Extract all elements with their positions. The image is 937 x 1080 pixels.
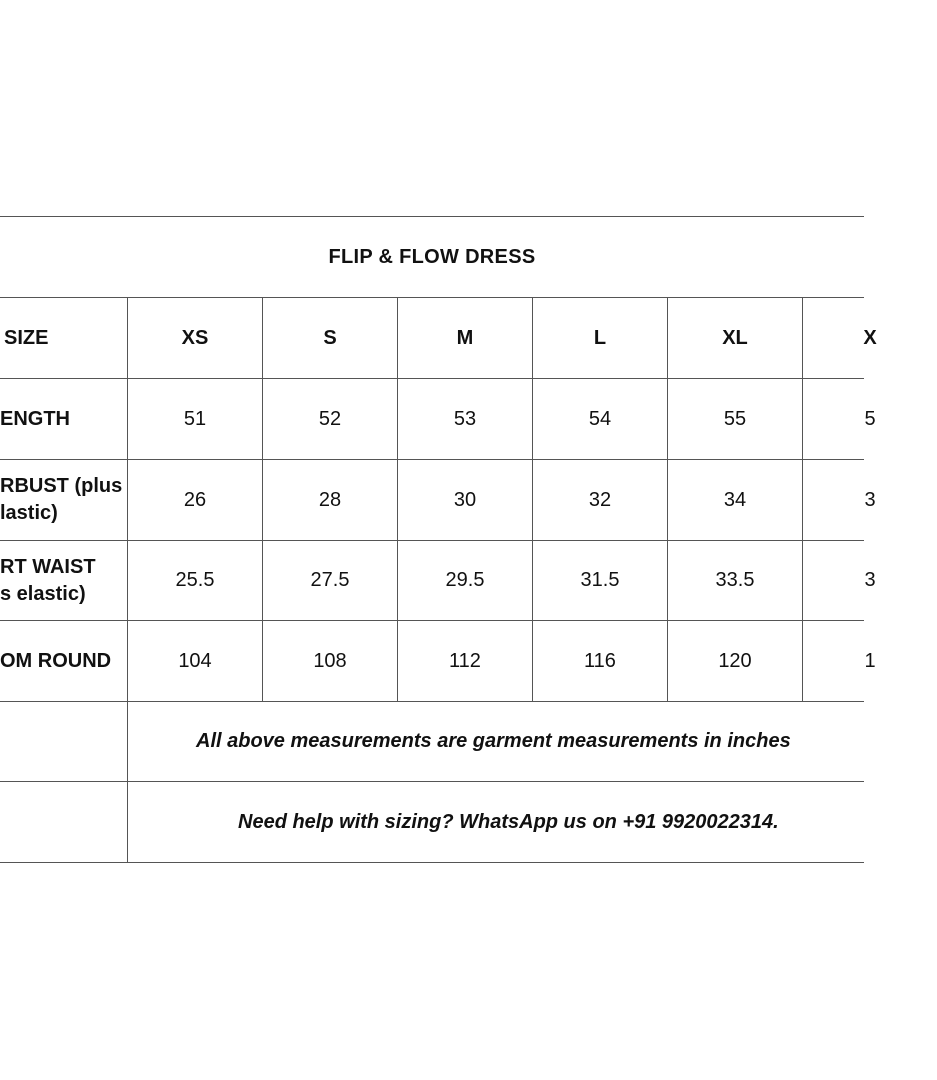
table-cell: 31.5 — [580, 569, 620, 591]
table-cell: 55 — [723, 407, 747, 430]
size-header-m: M — [456, 326, 474, 349]
table-cell: 30 — [453, 488, 477, 511]
table-cell: 26 — [183, 488, 207, 511]
table-cell: 108 — [313, 649, 347, 672]
table-bottom-border — [0, 862, 864, 863]
table-cell: 116 — [584, 649, 616, 672]
size-header-xl: XL — [722, 326, 748, 349]
table-cell: 51 — [183, 407, 207, 430]
table-cell: 5 — [864, 407, 876, 430]
table-cell: 53 — [453, 407, 477, 430]
table-cell: 27.5 — [310, 569, 350, 591]
table-cell: 1 — [864, 649, 876, 672]
table-cell: 28 — [318, 488, 342, 511]
table-cell: 3 — [864, 488, 876, 511]
row-label-skirt-waist — [0, 541, 121, 620]
row-label-underbust — [0, 460, 121, 540]
size-header-xxl: X — [863, 326, 877, 349]
size-header-l: L — [593, 326, 607, 349]
table-cell: 32 — [588, 488, 612, 511]
table-cell: 34 — [723, 488, 747, 511]
size-header-s: S — [323, 326, 337, 349]
row-label-line: lastic) — [0, 502, 58, 524]
table-title: FLIP & FLOW DRESS — [328, 245, 536, 268]
table-cell: 33.5 — [715, 569, 755, 591]
table-cell: 3 — [864, 569, 876, 591]
row-label-bottom-round: OM ROUND — [0, 649, 112, 672]
table-cell: 112 — [449, 649, 481, 672]
row-label-line: RT WAIST — [0, 555, 96, 578]
size-header-xs: XS — [181, 326, 209, 349]
table-cell: 25.5 — [175, 569, 215, 591]
measurement-note: All above measurements are garment measurements in inches — [196, 730, 791, 752]
row-label-length: ENGTH — [0, 407, 70, 430]
table-cell: 29.5 — [445, 569, 485, 591]
table-cell: 120 — [718, 649, 752, 672]
table-cell: 52 — [318, 407, 342, 430]
row-label-line: s elastic) — [0, 582, 86, 605]
sizing-help-note: Need help with sizing? WhatsApp us on +91 9920022314. — [238, 810, 779, 833]
row-label-line: RBUST (plus — [0, 475, 123, 497]
table-cell: 54 — [588, 407, 612, 430]
table-cell: 104 — [178, 649, 212, 672]
size-header-label: SIZE — [4, 326, 49, 349]
